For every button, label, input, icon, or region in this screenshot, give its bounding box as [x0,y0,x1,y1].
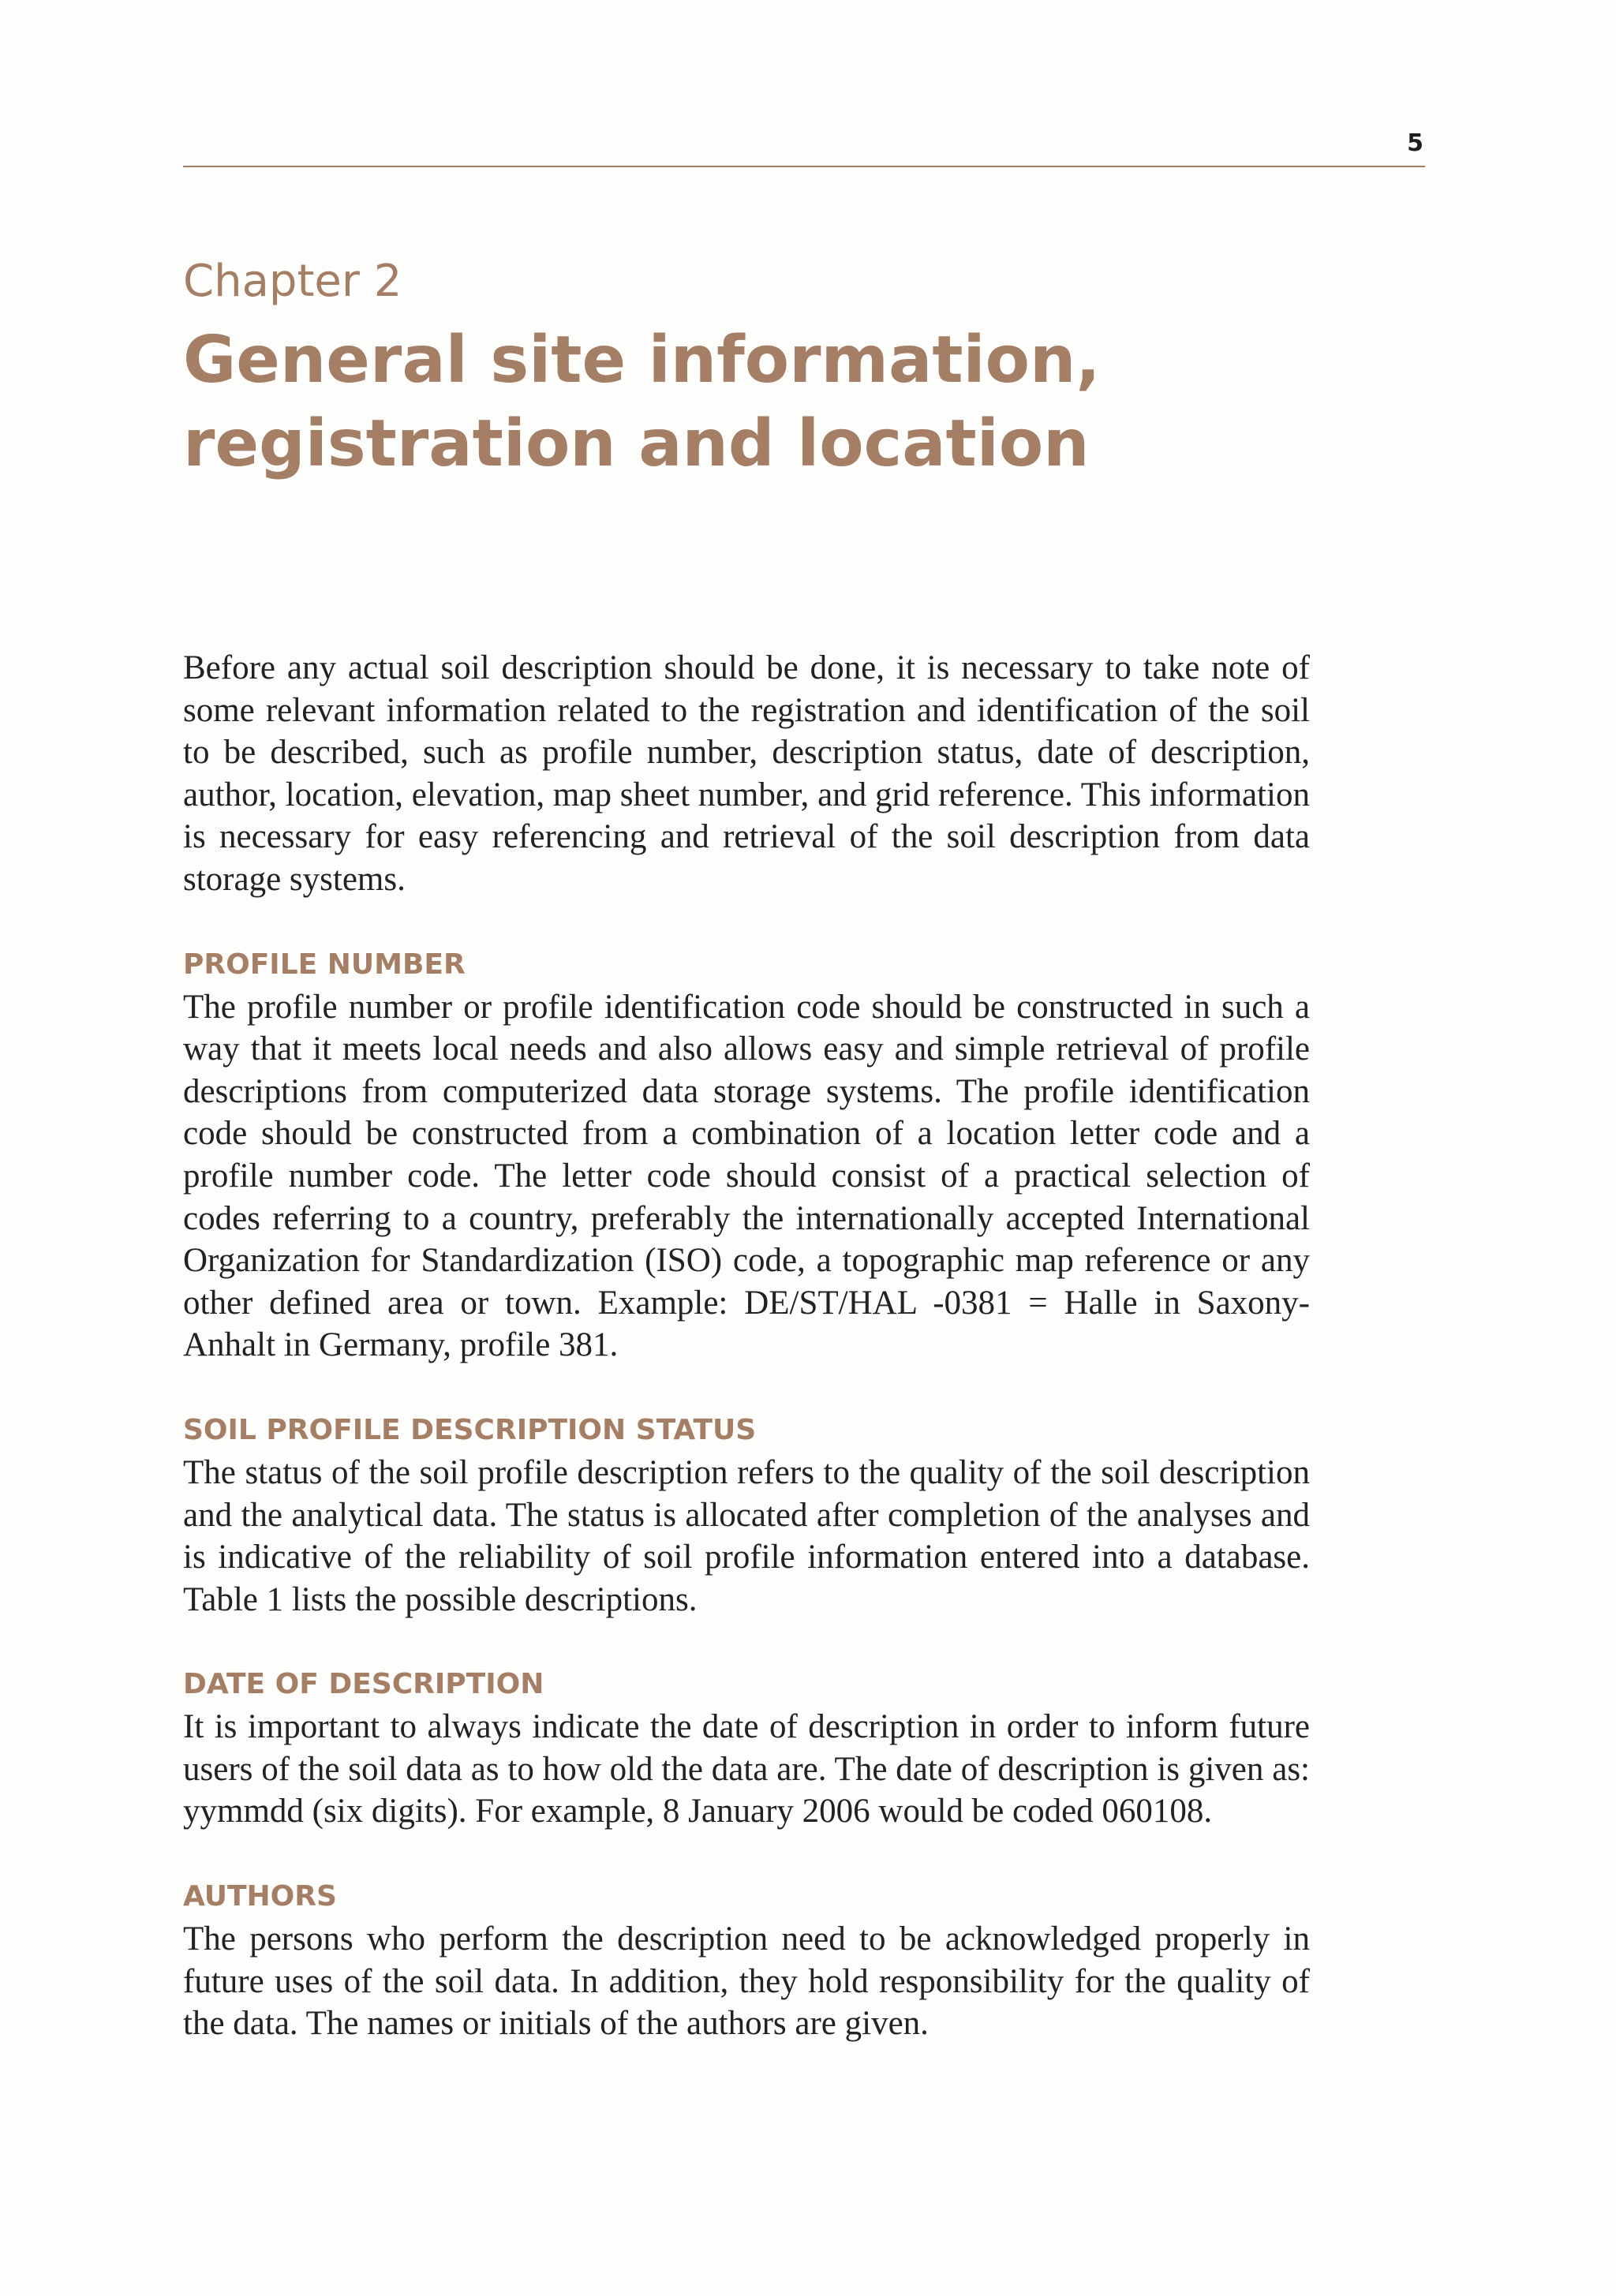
chapter-label: Chapter 2 [183,256,402,307]
section-heading: PROFILE NUMBER [183,948,466,981]
section-date-of-description [183,1663,1310,1833]
header-rule [183,166,1425,167]
section-heading: AUTHORS [183,1880,337,1913]
section-heading: SOIL PROFILE DESCRIPTION STATUS [183,1413,757,1446]
section-heading: DATE OF DESCRIPTION [183,1668,544,1701]
chapter-title-line-1: General site information, [183,323,1101,398]
section-profile-number [183,944,1310,1367]
intro-paragraph: Before any actual soil description should be done, it is necessary to take note of some relevant information related to the registration and identification of the soil to be described, such as profile number, description status, date of description, author, location, elevation, map sheet number, and grid reference. This information is necessary for easy referencing and retrieval of the soil description from data storage systems. [183,649,1310,898]
body-content [183,647,1310,2045]
chapter-title [183,319,1101,486]
section-authors [183,1875,1310,2045]
section-paragraph: It is important to always indicate the date of description in order to inform future users of the soil data as to how old the data are. The date of description is given as: yymmdd (six digits). For example, 8 January 2006 would be coded 060108. [183,1708,1310,1830]
chapter-title-line-2: registration and location [183,406,1090,481]
section-paragraph: The profile number or profile identification code should be constructed in such a way that it meets local needs and also allows easy and simple retrieval of profile descriptions from computerized data storage systems. The profile identification code should be constructed from a combination of a location letter code and a profile number code. The letter code should consist of a practical selection of codes referring to a country, preferably the internationally accepted International Organization for Standardization (ISO) code, a topographic map reference or any other defined area or town. Example: DE/ST/HAL -0381 = Halle in Saxony-Anhalt in Germany, profile 381. [183,988,1310,1364]
section-paragraph: The status of the soil profile description refers to the quality of the soil description and the analytical data. The status is allocated after completion of the analyses and is indicative of the reliability of soil profile information entered into a database. Table 1 lists the possible descriptions. [183,1453,1310,1618]
page-number: 5 [1407,129,1423,157]
section-description-status [183,1409,1310,1621]
section-paragraph: The persons who perform the description need to be acknowledged properly in future uses of the soil data. In addition, they hold responsibility for the quality of the data. The names or initials of the authors are given. [183,1920,1310,2043]
